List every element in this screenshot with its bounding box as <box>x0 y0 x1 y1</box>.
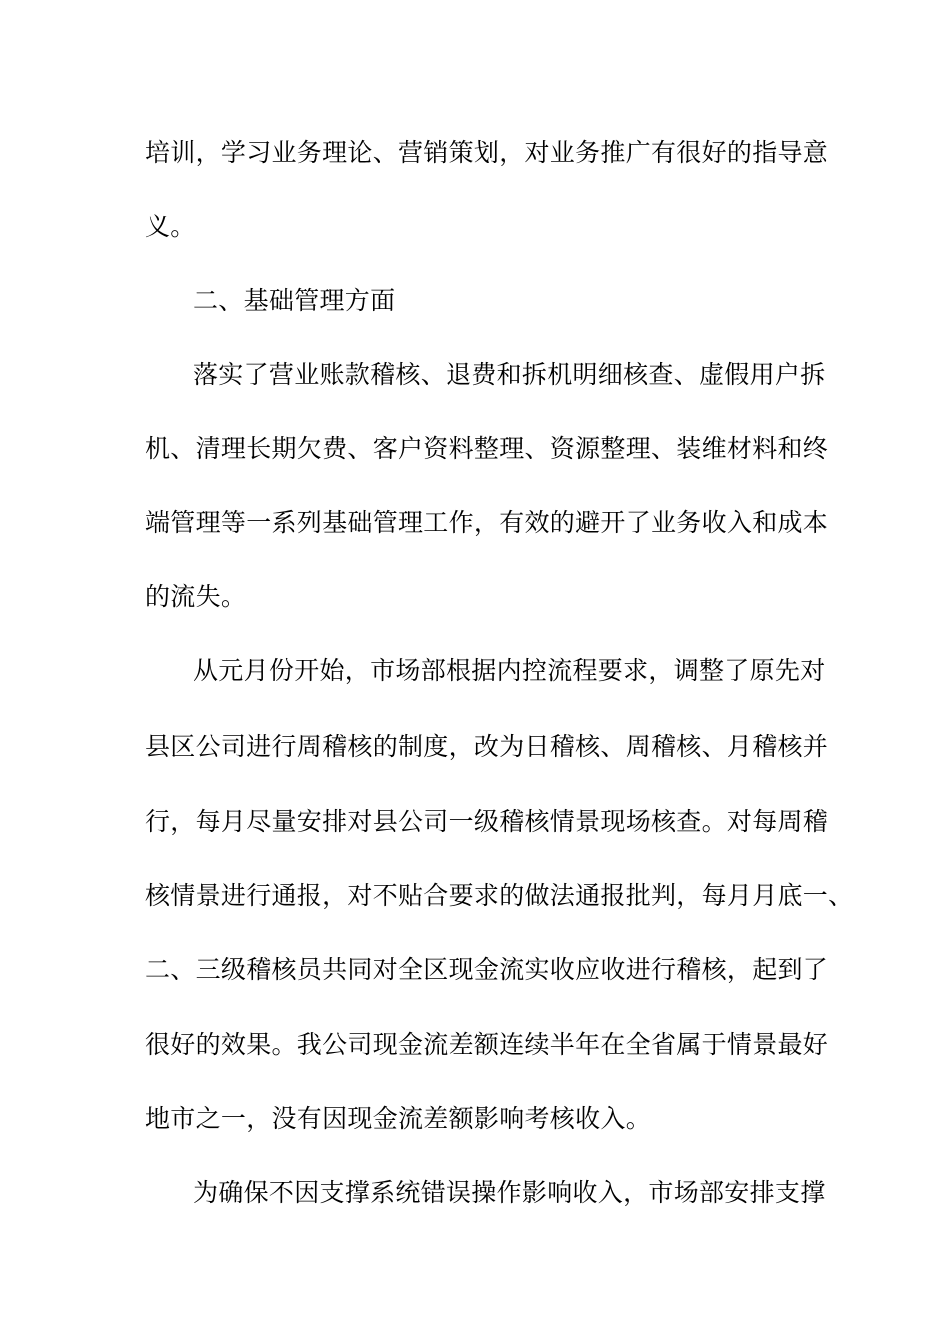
paragraph-line: 为确保不因支撑系统错误操作影响收入，市场部安排支撑 <box>193 1178 826 1207</box>
paragraph-line: 县区公司进行周稽核的制度，改为日稽核、周稽核、月稽核并 <box>145 732 829 761</box>
paragraph-line: 行，每月尽量安排对县公司一级稽核情景现场核查。对每周稽 <box>145 807 829 836</box>
paragraph-line: 培训，学习业务理论、营销策划，对业务推广有很好的指导意 <box>145 138 829 167</box>
paragraph-line: 很好的效果。我公司现金流差额连续半年在全省属于情景最好 <box>145 1030 829 1059</box>
paragraph-line: 地市之一，没有因现金流差额影响考核收入。 <box>145 1104 652 1133</box>
section-heading: 二、基础管理方面 <box>193 286 396 315</box>
paragraph-line: 二、三级稽核员共同对全区现金流实收应收进行稽核，起到了 <box>145 955 829 984</box>
paragraph-line: 的流失。 <box>145 582 247 611</box>
paragraph-line: 义。 <box>145 212 196 241</box>
paragraph-line: 机、清理长期欠费、客户资料整理、资源整理、装维材料和终 <box>145 434 829 463</box>
paragraph-line: 从元月份开始，市场部根据内控流程要求，调整了原先对 <box>193 656 826 685</box>
paragraph-line: 端管理等一系列基础管理工作，有效的避开了业务收入和成本 <box>145 508 829 537</box>
paragraph-line: 核情景进行通报，对不贴合要求的做法通报批判，每月月底一、 <box>145 881 854 910</box>
paragraph-line: 落实了营业账款稽核、退费和拆机明细核查、虚假用户拆 <box>193 360 826 389</box>
